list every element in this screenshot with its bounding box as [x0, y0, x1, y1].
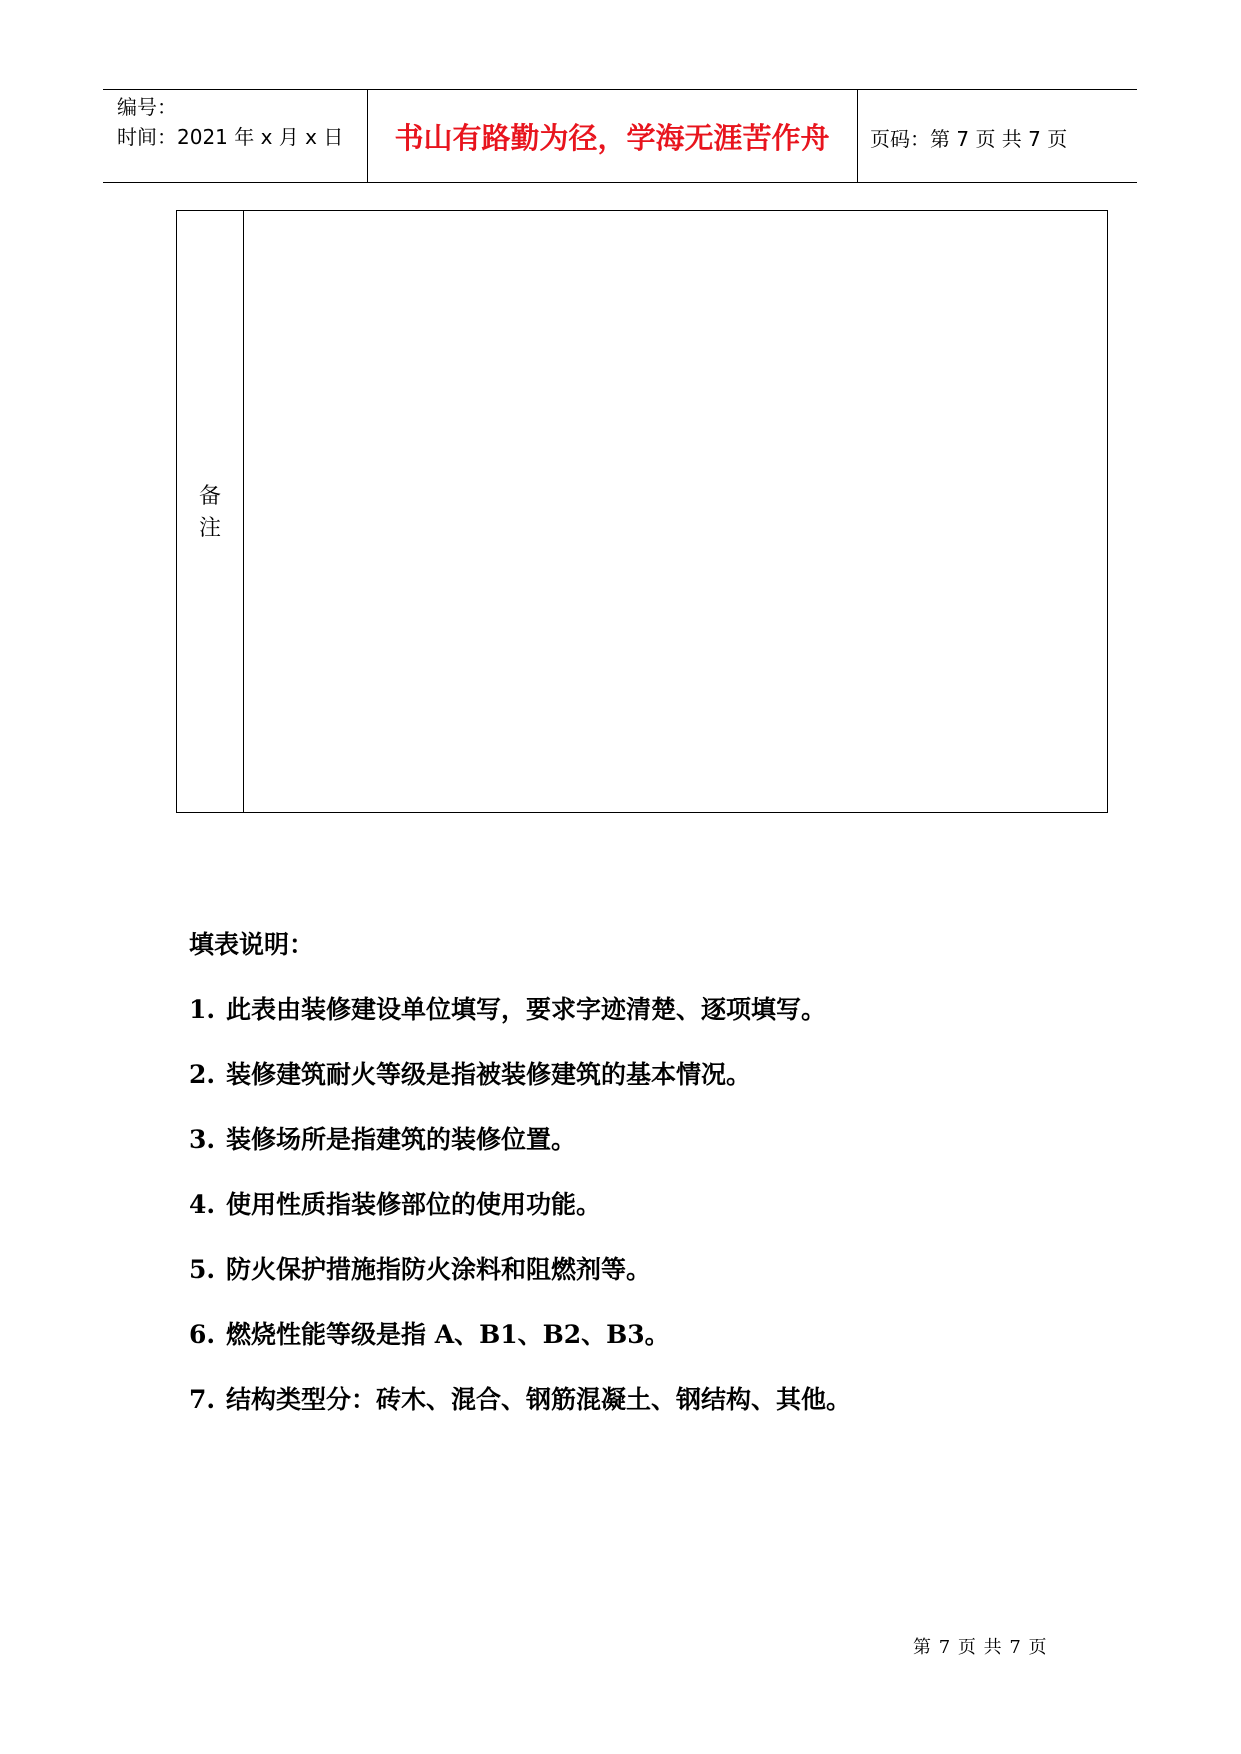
instruction-number: 6. [189, 1320, 216, 1349]
instruction-text: 装修场所是指建筑的装修位置。 [226, 1125, 577, 1154]
instruction-number: 4. [189, 1190, 216, 1219]
notes-label-char: 备 [198, 484, 221, 509]
instruction-item [189, 1055, 1089, 1120]
header-motto: 书山有路勤为径，学海无涯苦作舟 [394, 121, 830, 155]
instruction-number: 5. [189, 1255, 216, 1284]
instruction-text: 防火保护措施指防火涂料和阻燃剂等。 [226, 1255, 652, 1284]
header-page-number: 页码：第 7 页 共 7 页 [870, 127, 1068, 151]
instruction-item [189, 1185, 1089, 1250]
instruction-item [189, 1250, 1089, 1315]
instruction-number: 7. [189, 1385, 216, 1414]
document-number-label: 编号： [117, 95, 177, 119]
notes-label-cell [177, 211, 244, 812]
instruction-text: 使用性质指装修部位的使用功能。 [226, 1190, 602, 1219]
instruction-item [189, 990, 1089, 1055]
instructions-title: 填表说明： [189, 930, 315, 959]
document-time-label: 时间：2021 年 x 月 x 日 [117, 125, 344, 149]
notes-table [176, 210, 1108, 813]
instruction-text: 装修建筑耐火等级是指被装修建筑的基本情况。 [226, 1060, 752, 1089]
header-top-rule [103, 89, 1137, 90]
header-bottom-rule [103, 182, 1137, 183]
instruction-text: 燃烧性能等级是指 A、B1、B2、B3。 [226, 1320, 670, 1349]
instruction-item [189, 1380, 1089, 1445]
notes-label-char: 注 [198, 516, 221, 541]
notes-content-cell[interactable] [244, 211, 1107, 812]
header-meta [117, 92, 343, 152]
instruction-number: 2. [189, 1060, 216, 1089]
instructions-list [189, 990, 1089, 1445]
filling-instructions [189, 925, 1089, 1445]
notes-label [177, 481, 243, 545]
instruction-item [189, 1315, 1089, 1380]
instruction-text: 此表由装修建设单位填写，要求字迹清楚、逐项填写。 [226, 995, 827, 1024]
instruction-item [189, 1120, 1089, 1185]
instruction-text: 结构类型分：砖木、混合、钢筋混凝土、钢结构、其他。 [226, 1385, 852, 1414]
instruction-number: 1. [189, 995, 216, 1024]
header-divider-right [857, 89, 858, 182]
instruction-number: 3. [189, 1125, 216, 1154]
footer-page-number: 第 7 页 共 7 页 [913, 1637, 1048, 1658]
